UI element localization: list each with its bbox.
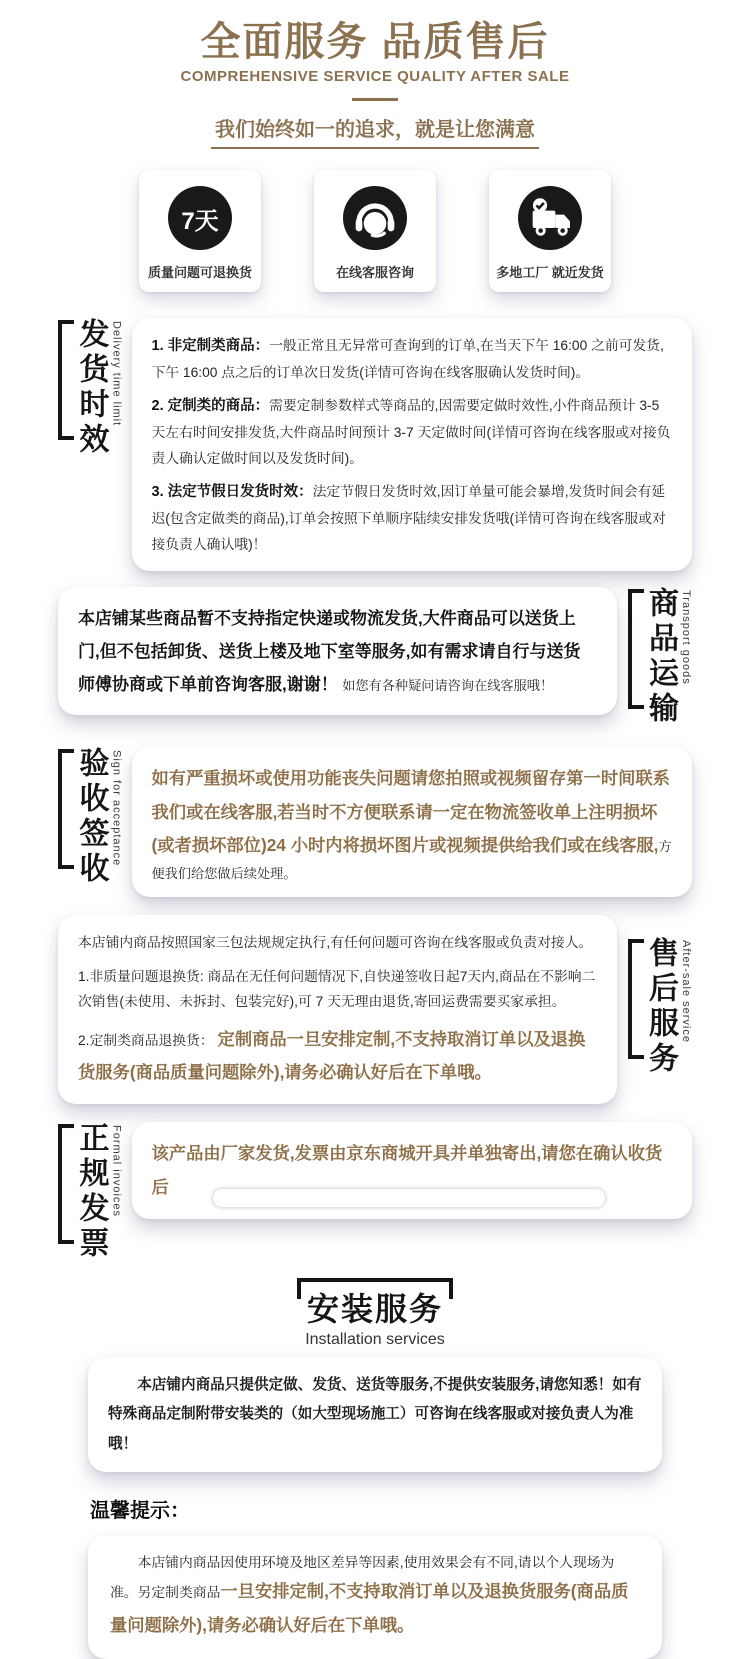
aftersale-item2: 2.定制类商品退换货： 定制商品一旦安排定制,不支持取消订单以及退换货服务(商品质量问题除外),请务必确认好后在下单哦。 (78, 1028, 586, 1083)
tips-card (88, 1535, 662, 1659)
invoice-label (58, 1122, 123, 1262)
feature-label: 在线客服咨询 (335, 265, 414, 280)
section-delivery (0, 318, 750, 571)
next-card-edge (213, 1189, 605, 1207)
acceptance-title-en: Sign for acceptance (110, 750, 123, 867)
truck-icon (489, 186, 611, 250)
header-divider (352, 98, 398, 101)
page-subtitle: COMPREHENSIVE SERVICE QUALITY AFTER SALE (180, 68, 570, 85)
delivery-label (58, 318, 123, 458)
feature-card-quality (139, 170, 261, 292)
section-aftersale (0, 915, 750, 1104)
delivery-title-en: Delivery time limit (110, 321, 123, 427)
feature-cards (0, 170, 750, 292)
aftersale-intro: 本店铺内商品按照国家三包法规规定执行,有任何问题可咨询在线客服或负责对接人。 (78, 935, 593, 951)
transport-title-en: Transport goods (680, 590, 692, 685)
feature-card-service (314, 170, 436, 292)
page-title: 全面服务 品质售后 (200, 20, 550, 64)
section-acceptance (0, 747, 750, 897)
bracket-decoration (58, 1124, 74, 1244)
page-header (0, 0, 750, 149)
seven-days-icon: 7天 (168, 186, 232, 250)
feature-card-factory (489, 170, 611, 292)
delivery-item: 1. 非定制类商品：一般正常且无异常可查询到的订单,在当天下午 16:00 之前可发货,下午 16:00 点之后的订单次日发货(详情可咨询在线客服确认发货时间)。 (151, 338, 664, 380)
section-transport (0, 587, 750, 727)
bracket-decoration (58, 749, 74, 869)
install-card (88, 1357, 662, 1472)
bracket-decoration (628, 939, 644, 1059)
install-subtitle: Installation services (305, 1331, 445, 1349)
transport-card (58, 587, 617, 715)
feature-label: 质量问题可退换货 (147, 265, 252, 280)
aftersale-card (58, 915, 617, 1104)
install-text: 本店铺内商品只提供定做、发货、送货等服务,不提供安装服务,请您知悉！如有特殊商品定制附带安装类的（如大型现场施工）可咨询在线客服或对接负责人为准哦！ (108, 1377, 642, 1452)
invoice-title-en: Formal invoices (110, 1125, 123, 1218)
acceptance-title-cn: 验收签收 (74, 747, 108, 888)
delivery-item: 2. 定制类的商品：需要定制参数样式等商品的,因需要定做时效性,小件商品预计 3-5 天左右时间安排发货,大件商品时间预计 3-7 天定做时间(详情可咨询在线客服或对接负责人确认定做时间以及发货时间)。 (151, 398, 671, 466)
tips-section (88, 1494, 662, 1659)
acceptance-card (132, 747, 693, 897)
install-title: 安装服务 (306, 1291, 443, 1328)
tips-heading: 温馨提示： (90, 1499, 190, 1522)
delivery-title-cn: 发货时效 (74, 318, 108, 458)
aftersale-item1: 1.非质量问题退换货: 商品在无任何问题情况下,自快递签收日起7天内,商品在不影响二次销售(未使用、未拆封、包装完好),可 7 天无理由退货,寄回运费需要买家承担。 (78, 968, 596, 1010)
bracket-decoration (58, 320, 74, 440)
acceptance-text: 如有严重损坏或使用功能丧失问题请您拍照或视频留存第一时间联系我们或在线客服,若当时不方便联系请一定在物流签收单上注明损坏(或者损坏部位)24 小时内将损坏图片或视频提供给我们或在线客服,方便我们给您做后续处理。 (151, 768, 672, 882)
tips-text: 本店铺内商品因使用环境及地区差异等因素,使用效果会有不同,请以个人现场为准。另定制类商品一旦安排定制,不支持取消订单以及退换货服务(商品质量问题除外),请务必确认好后在下单哦。 (110, 1554, 629, 1635)
feature-label: 多地工厂 就近发货 (496, 265, 604, 280)
aftersale-title-cn: 售后服务 (644, 937, 677, 1078)
slogan-text: 我们始终如一的追求，就是让您满意 (211, 113, 539, 149)
acceptance-label (58, 747, 123, 887)
transport-title-cn: 商品运输 (644, 587, 677, 728)
invoice-text: 该产品由厂家发货,发票由京东商城开具并单独寄出,请您在确认收货后 (151, 1143, 663, 1197)
headset-icon (314, 186, 436, 250)
delivery-card (132, 318, 693, 571)
transport-text: 本店铺某些商品暂不支持指定快递或物流发货,大件商品可以送货上门,但不包括卸货、送货上楼及地下室等服务,如有需求请自行与送货师傅协商或下单前咨询客服,谢谢！ 如您有各种疑问请咨询在线客服哦！ (78, 609, 581, 695)
bracket-decoration (628, 589, 644, 709)
transport-label (628, 587, 693, 727)
aftersale-title-en: After-sale service (680, 940, 692, 1044)
delivery-item: 3. 法定节假日发货时效：法定节假日发货时效,因订单量可能会暴增,发货时间会有延迟(包含定做类的商品),订单会按照下单顺序陆续安排发货哦(详情可咨询在线客服或对接负责人确认哦)！ (151, 484, 666, 552)
aftersale-label (628, 937, 693, 1077)
install-header (0, 1276, 750, 1349)
invoice-title-cn: 正规发票 (74, 1122, 108, 1263)
